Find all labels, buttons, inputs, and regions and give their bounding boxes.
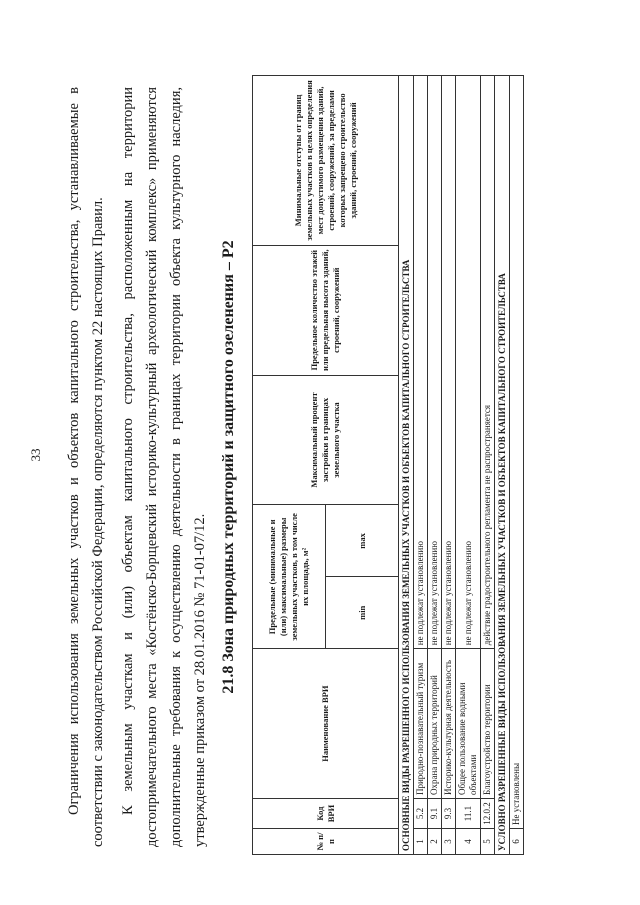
header-min: min — [326, 577, 399, 649]
table-row — [481, 76, 495, 855]
row-num: 4 — [456, 829, 481, 855]
table-row — [428, 76, 442, 855]
row-code: 9.3 — [442, 799, 456, 829]
row-note: не подлежат установлению — [456, 76, 481, 649]
row-name: Благоустройство территории — [481, 649, 495, 799]
row-name: Общее пользование водными объектами — [456, 649, 481, 799]
row-code: 9.1 — [428, 799, 442, 829]
row-note: действие градостроительного регламента не распространяется — [481, 76, 495, 649]
row-name: Природно-познавательный туризм — [414, 649, 428, 799]
row-num: 6 — [510, 829, 524, 855]
header-floors: Предельное количество этажей или предельная высота зданий, строений, сооружений — [253, 245, 399, 375]
header-name: Наименование ВРИ — [253, 649, 399, 799]
page-number: 33 — [28, 448, 43, 462]
section-main-label: ОСНОВНЫЕ ВИДЫ РАЗРЕШЕННОГО ИСПОЛЬЗОВАНИЯ ЗЕМЕЛЬНЫХ УЧАСТКОВ И ОБЪЕКТОВ КАПИТАЛЬНОГО СТРОИТЕЛЬСТВА — [399, 76, 414, 855]
header-sizes: Предельные (минимальные и (или) максимальные) размеры земельных участков, в том числе их площадь, м² — [253, 505, 326, 649]
table-row — [414, 76, 428, 855]
row-num: 2 — [428, 829, 442, 855]
row-note: не подлежат установлению — [428, 76, 442, 649]
header-percent: Максимальный процент застройки в границах земельного участка — [253, 375, 399, 505]
header-setbacks: Минимальные отступы от границ земельных участков в целях определения мест допустимого размещения зданий, строений, сооружений, за пределами которых запрещено строительство зданий, строений, сооружений — [253, 76, 399, 246]
row-text: Не установлены — [510, 76, 524, 829]
section-row-main — [399, 76, 414, 855]
permitted-use-table — [252, 75, 524, 855]
section-row-conditional — [495, 76, 510, 855]
row-note: не подлежат установлению — [414, 76, 428, 649]
table-row — [456, 76, 481, 855]
header-code: Код ВРИ — [253, 799, 399, 829]
section-conditional-label: УСЛОВНО РАЗРЕШЕННЫЕ ВИДЫ ИСПОЛЬЗОВАНИЯ ЗЕМЕЛЬНЫХ УЧАСТКОВ И ОБЪЕКТОВ КАПИТАЛЬНОГО СТРОИТЕЛЬСТВА — [495, 76, 510, 855]
row-num: 1 — [414, 829, 428, 855]
row-name: Охрана природных территорий — [428, 649, 442, 799]
section-title: 21.8 Зона природных территорий и защитного озеленения – Р2 — [220, 240, 237, 694]
row-num: 5 — [481, 829, 495, 855]
header-max: max — [326, 505, 399, 577]
table-row — [510, 76, 524, 855]
row-code: 12.0.2 — [481, 799, 495, 829]
table-row — [442, 76, 456, 855]
row-code: 11.1 — [456, 799, 481, 829]
paragraph-heritage-requirements: К земельным участкам и (или) объектам капитального строительства, расположенным на территории достопримечательного места «Костёнско-Борщевский историко-культурный археологический комплекс» применяются дополнительные требования к осуществлению деятельности в границах территории объекта культурного наследия, утвержденные приказом от 28.01.2016 № 71-01-07/12. — [120, 87, 208, 847]
row-name: Историко-культурная деятельность — [442, 649, 456, 799]
row-note: не подлежат установлению — [442, 76, 456, 649]
paragraph-restrictions: Ограничения использования земельных участков и объектов капитального строительства, устанавливаемые в соответствии с законодательством Российской Федерации, определяются пунктом 22 настоящих Правил. — [66, 87, 106, 847]
row-code: 5.2 — [414, 799, 428, 829]
header-num: № п/п — [253, 829, 399, 855]
row-num: 3 — [442, 829, 456, 855]
